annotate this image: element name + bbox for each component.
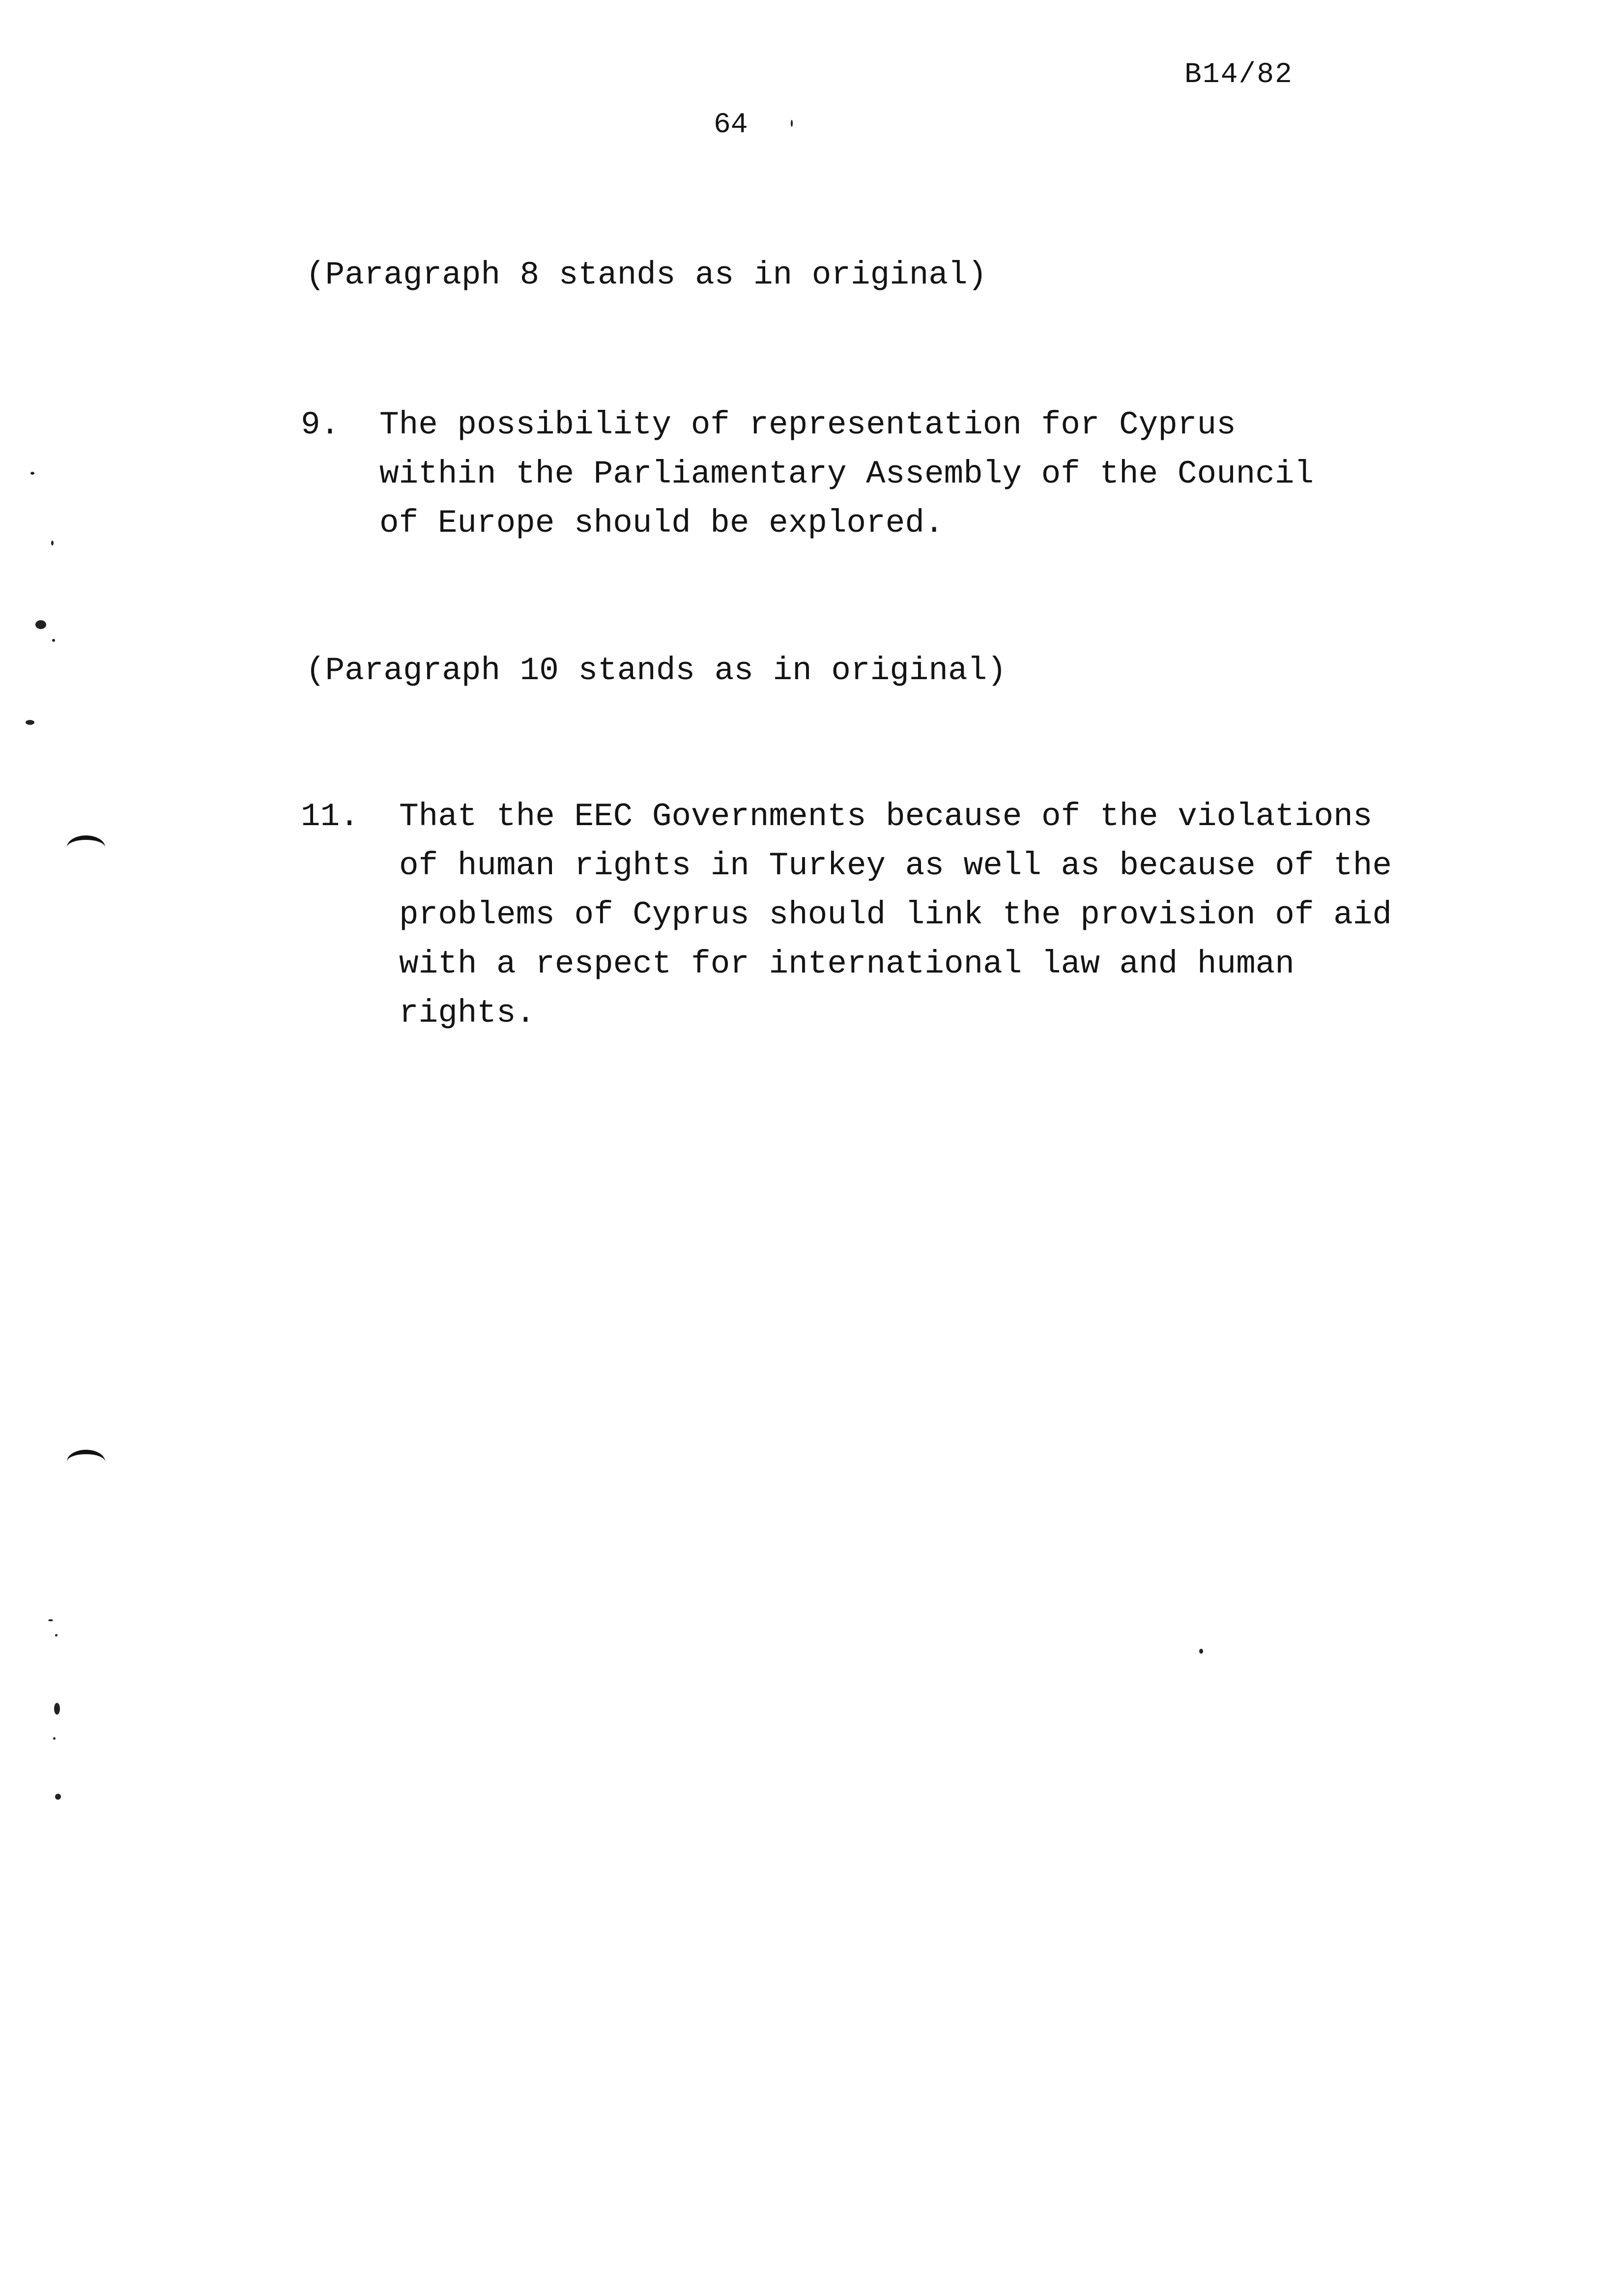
paragraph-11-line: of human rights in Turkey as well as because of the xyxy=(399,847,1392,884)
scan-speck xyxy=(48,1619,53,1621)
scan-speck xyxy=(53,1737,56,1740)
scan-speck xyxy=(54,1703,60,1715)
paragraph-10-note: (Paragraph 10 stands as in original) xyxy=(306,652,1007,689)
page-number: 64 xyxy=(714,109,748,141)
paragraph-9-line: The possibility of representation for Cyprus xyxy=(379,406,1236,443)
paragraph-9-number: 9. xyxy=(301,406,340,443)
paragraph-8-note: (Paragraph 8 stands as in original) xyxy=(306,257,987,293)
punch-hole-arc xyxy=(67,835,105,860)
scan-speck xyxy=(35,620,46,629)
paragraph-11-number: 11. xyxy=(301,798,359,835)
scan-speck xyxy=(30,472,34,475)
scan-speck xyxy=(55,1634,58,1636)
punch-hole-arc xyxy=(67,1450,105,1474)
scan-speck xyxy=(55,1794,61,1800)
paragraph-11-line: rights. xyxy=(399,995,536,1032)
paragraph-9-line: of Europe should be explored. xyxy=(379,505,944,542)
scan-speck xyxy=(51,541,54,545)
paragraph-11-line: with a respect for international law and human xyxy=(399,946,1295,982)
paragraph-11-line: That the EEC Governments because of the violations xyxy=(399,798,1373,835)
document-reference: B14/82 xyxy=(1184,59,1293,91)
paragraph-9-line: within the Parliamentary Assembly of the Council xyxy=(379,456,1314,492)
scan-speck xyxy=(791,120,793,127)
paragraph-11-text xyxy=(399,792,1392,1038)
paragraph-9-text xyxy=(379,401,1314,548)
scan-speck xyxy=(52,639,55,642)
paragraph-11-line: problems of Cyprus should link the provision of aid xyxy=(399,896,1392,933)
scan-speck xyxy=(1199,1649,1203,1654)
scan-speck xyxy=(26,720,34,725)
